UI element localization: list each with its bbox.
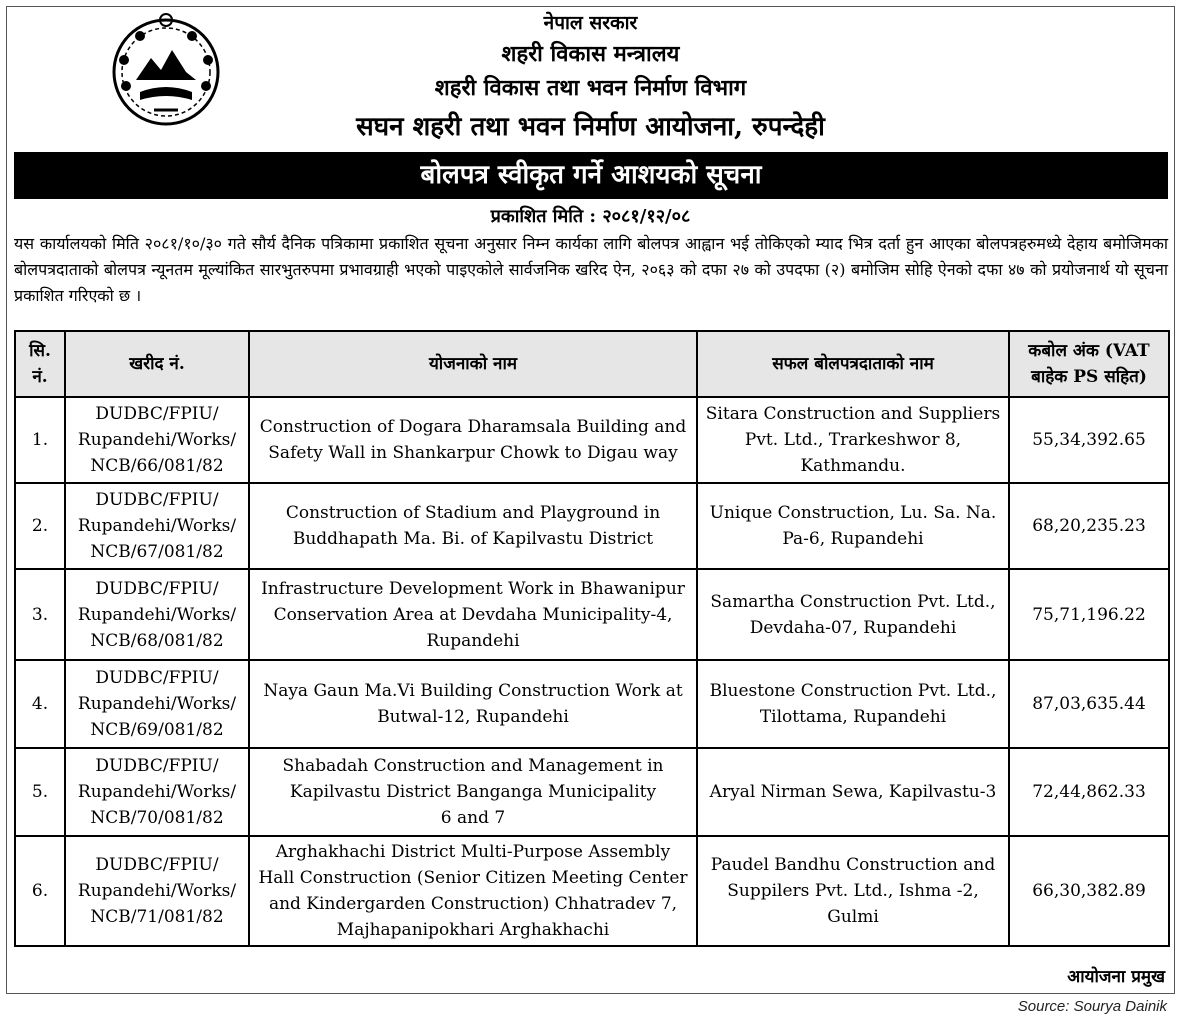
header-sn: सि. नं. bbox=[15, 331, 65, 397]
cell-bid-amount: 75,71,196.22 bbox=[1009, 569, 1169, 660]
cell-procurement-no: DUDBC/FPIU/ Rupandehi/Works/ NCB/70/081/82 bbox=[65, 748, 249, 836]
cell-bidder-name: Unique Construction, Lu. Sa. Na. Pa-6, Rupandehi bbox=[697, 483, 1009, 569]
cell-sn: 4. bbox=[15, 660, 65, 748]
header-bid-amount: कबोल अंक (VAT बाहेक PS सहित) bbox=[1009, 331, 1169, 397]
header-project-name: योजनाको नाम bbox=[249, 331, 697, 397]
cell-bid-amount: 55,34,392.65 bbox=[1009, 397, 1169, 483]
cell-bidder-name: Samartha Construction Pvt. Ltd., Devdaha-07, Rupandehi bbox=[697, 569, 1009, 660]
ministry-name: शहरी विकास मन्त्रालय bbox=[501, 41, 680, 67]
cell-bidder-name: Sitara Construction and Suppliers Pvt. Ltd., Trarkeshwor 8, Kathmandu. bbox=[697, 397, 1009, 483]
notice-title: बोलपत्र स्वीकृत गर्ने आशयको सूचना bbox=[14, 152, 1168, 199]
cell-bid-amount: 87,03,635.44 bbox=[1009, 660, 1169, 748]
cell-project-name: Naya Gaun Ma.Vi Building Construction Work at Butwal-12, Rupandehi bbox=[249, 660, 697, 748]
table-header-row bbox=[15, 331, 1169, 397]
cell-sn: 3. bbox=[15, 569, 65, 660]
project-office-name: सघन शहरी तथा भवन निर्माण आयोजना, रुपन्देही bbox=[356, 112, 825, 142]
cell-project-name: Arghakhachi District Multi-Purpose Assembly Hall Construction (Senior Citizen Meeting Center and Kindergarden Construction) Chhatradev 7, Majhapanipokhari Arghakhachi bbox=[249, 836, 697, 946]
cell-bidder-name: Paudel Bandhu Construction and Suppilers Pvt. Ltd., Ishma -2, Gulmi bbox=[697, 836, 1009, 946]
cell-bid-amount: 72,44,862.33 bbox=[1009, 748, 1169, 836]
cell-procurement-no: DUDBC/FPIU/ Rupandehi/Works/ NCB/68/081/82 bbox=[65, 569, 249, 660]
cell-project-name: Infrastructure Development Work in Bhawanipur Conservation Area at Devdaha Municipality-4, Rupandehi bbox=[249, 569, 697, 660]
table-row bbox=[15, 569, 1169, 660]
cell-project-name: Construction of Stadium and Playground in Buddhapath Ma. Bi. of Kapilvastu District bbox=[249, 483, 697, 569]
source-credit: Source: Sourya Dainik bbox=[1017, 998, 1167, 1015]
table-row bbox=[15, 397, 1169, 483]
signature-title: आयोजना प्रमुख bbox=[1067, 967, 1165, 987]
cell-procurement-no: DUDBC/FPIU/ Rupandehi/Works/ NCB/67/081/82 bbox=[65, 483, 249, 569]
header-bidder-name: सफल बोलपत्रदाताको नाम bbox=[697, 331, 1009, 397]
cell-procurement-no: DUDBC/FPIU/ Rupandehi/Works/ NCB/71/081/82 bbox=[65, 836, 249, 946]
cell-sn: 2. bbox=[15, 483, 65, 569]
cell-project-name: Construction of Dogara Dharamsala Building and Safety Wall in Shankarpur Chowk to Digau way bbox=[249, 397, 697, 483]
tender-table bbox=[14, 330, 1170, 947]
table-row bbox=[15, 660, 1169, 748]
cell-bid-amount: 68,20,235.23 bbox=[1009, 483, 1169, 569]
table-row bbox=[15, 748, 1169, 836]
table-row bbox=[15, 836, 1169, 946]
cell-bidder-name: Aryal Nirman Sewa, Kapilvastu-3 bbox=[697, 748, 1009, 836]
published-date: प्रकाशित मिति : २०८१/१२/०८ bbox=[490, 206, 691, 227]
cell-project-name: Shabadah Construction and Management in Kapilvastu District Banganga Municipality 6 and 7 bbox=[249, 748, 697, 836]
table-row bbox=[15, 483, 1169, 569]
cell-procurement-no: DUDBC/FPIU/ Rupandehi/Works/ NCB/66/081/82 bbox=[65, 397, 249, 483]
intro-paragraph: यस कार्यालयको मिति २०८१/१०/३० गते सौर्य दैनिक पत्रिकामा प्रकाशित सूचना अनुसार निम्न कार्यका लागि बोलपत्र आह्वान भई तोकिएको म्याद भित्र दर्ता हुन आएका बोलपत्रहरुमध्ये देहाय बमोजिमका बोलपत्रदाताको बोलपत्र न्यूनतम मूल्यांकित सारभुतरुपमा प्रभावग्राही भएको पाइएकोले सार्वजनिक खरिद ऐन, २०६३ को दफा २७ को उपदफा (२) बमोजिम सोहि ऐनको दफा ४७ को प्रयोजनार्थ यो सूचना प्रकाशित गरिएको छ । bbox=[14, 234, 1168, 305]
department-name: शहरी विकास तथा भवन निर्माण विभाग bbox=[434, 75, 747, 101]
cell-bid-amount: 66,30,382.89 bbox=[1009, 836, 1169, 946]
cell-bidder-name: Bluestone Construction Pvt. Ltd., Tilottama, Rupandehi bbox=[697, 660, 1009, 748]
cell-sn: 5. bbox=[15, 748, 65, 836]
government-name: नेपाल सरकार bbox=[543, 12, 638, 34]
header-procurement-no: खरीद नं. bbox=[65, 331, 249, 397]
cell-sn: 6. bbox=[15, 836, 65, 946]
cell-procurement-no: DUDBC/FPIU/ Rupandehi/Works/ NCB/69/081/82 bbox=[65, 660, 249, 748]
cell-sn: 1. bbox=[15, 397, 65, 483]
